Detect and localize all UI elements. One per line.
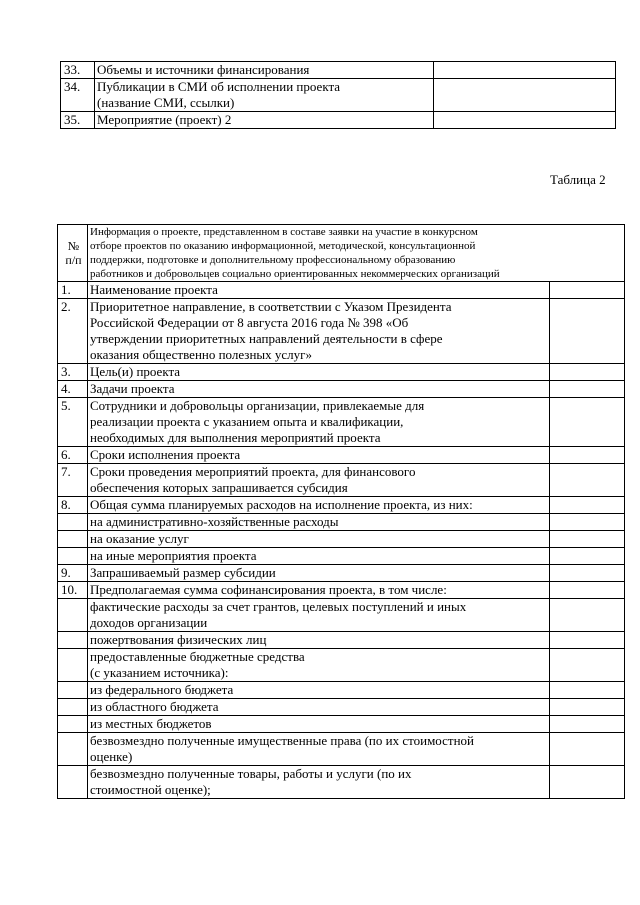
header-info-line: поддержки, подготовке и дополнительному профессиональному образованию bbox=[90, 254, 456, 266]
row-number-cell bbox=[58, 766, 88, 799]
table-caption: Таблица 2 bbox=[550, 172, 606, 187]
row-text-line: Мероприятие (проект) 2 bbox=[97, 112, 232, 127]
row-text-cell bbox=[88, 548, 550, 565]
row-value-cell[interactable] bbox=[550, 398, 625, 447]
header-info-line: работников и добровольцев социально ориентированных некоммерческих организаций bbox=[90, 268, 500, 280]
table-row bbox=[58, 649, 625, 682]
row-value-cell[interactable] bbox=[550, 497, 625, 514]
row-value-cell[interactable] bbox=[434, 79, 616, 112]
row-text-cell bbox=[95, 79, 434, 112]
row-text-line: Общая сумма планируемых расходов на исполнение проекта, из них: bbox=[90, 497, 473, 512]
row-text-line: Сроки проведения мероприятий проекта, для финансового bbox=[90, 464, 416, 479]
row-text-line: оказания общественно полезных услуг» bbox=[90, 347, 312, 362]
header-number-line: п/п bbox=[65, 253, 82, 267]
row-text-cell bbox=[88, 514, 550, 531]
row-number-cell: 4. bbox=[58, 381, 88, 398]
row-text-cell bbox=[88, 299, 550, 364]
table-row bbox=[58, 565, 625, 582]
row-text-cell bbox=[88, 497, 550, 514]
table-row bbox=[58, 582, 625, 599]
row-number-cell bbox=[58, 514, 88, 531]
row-number-cell: 35. bbox=[61, 112, 95, 129]
row-text-line: необходимых для выполнения мероприятий проекта bbox=[90, 430, 381, 445]
row-text-line: Предполагаемая сумма софинансирования проекта, в том числе: bbox=[90, 582, 447, 597]
row-text-line: безвозмездно полученные имущественные права (по их стоимостной bbox=[90, 733, 474, 748]
table-row bbox=[58, 447, 625, 464]
table-row bbox=[58, 632, 625, 649]
row-text-cell bbox=[88, 398, 550, 447]
row-number-cell: 9. bbox=[58, 565, 88, 582]
row-text-line: Наименование проекта bbox=[90, 282, 218, 297]
row-text-line: Приоритетное направление, в соответствии с Указом Президента bbox=[90, 299, 452, 314]
row-number-cell bbox=[58, 632, 88, 649]
row-value-cell[interactable] bbox=[550, 599, 625, 632]
row-value-cell[interactable] bbox=[550, 364, 625, 381]
row-text-cell bbox=[88, 364, 550, 381]
row-text-line: Сроки исполнения проекта bbox=[90, 447, 241, 462]
row-number-cell: 10. bbox=[58, 582, 88, 599]
row-number-cell: 6. bbox=[58, 447, 88, 464]
row-text-cell bbox=[95, 112, 434, 129]
table-row bbox=[58, 699, 625, 716]
row-text-line: на административно-хозяйственные расходы bbox=[90, 514, 339, 529]
row-value-cell[interactable] bbox=[550, 682, 625, 699]
row-text-line: (название СМИ, ссылки) bbox=[97, 95, 235, 110]
row-number-cell: 5. bbox=[58, 398, 88, 447]
row-number-cell bbox=[58, 699, 88, 716]
table-row bbox=[58, 282, 625, 299]
row-number-cell bbox=[58, 716, 88, 733]
row-number-cell: 8. bbox=[58, 497, 88, 514]
table-row bbox=[58, 398, 625, 447]
table-row bbox=[61, 79, 616, 112]
table-row bbox=[58, 381, 625, 398]
table-body bbox=[61, 62, 616, 129]
row-value-cell[interactable] bbox=[550, 699, 625, 716]
row-value-cell[interactable] bbox=[550, 548, 625, 565]
row-value-cell[interactable] bbox=[550, 565, 625, 582]
row-number-cell bbox=[58, 599, 88, 632]
row-text-line: из федерального бюджета bbox=[90, 682, 234, 697]
row-value-cell[interactable] bbox=[550, 464, 625, 497]
row-value-cell[interactable] bbox=[550, 282, 625, 299]
row-value-cell[interactable] bbox=[434, 112, 616, 129]
row-text-cell bbox=[88, 632, 550, 649]
row-number-cell: 33. bbox=[61, 62, 95, 79]
table-body bbox=[58, 282, 625, 799]
table-row bbox=[58, 514, 625, 531]
row-text-line: фактические расходы за счет грантов, целевых поступлений и иных bbox=[90, 599, 467, 614]
table-row bbox=[58, 464, 625, 497]
row-text-line: безвозмездно полученные товары, работы и услуги (по их bbox=[90, 766, 412, 781]
row-text-cell bbox=[88, 582, 550, 599]
row-text-cell bbox=[88, 682, 550, 699]
table-row bbox=[58, 766, 625, 799]
row-text-cell bbox=[88, 716, 550, 733]
table-row bbox=[58, 716, 625, 733]
funding-table-continued bbox=[60, 61, 616, 129]
row-number-cell: 2. bbox=[58, 299, 88, 364]
table-row bbox=[61, 112, 616, 129]
row-text-cell bbox=[88, 699, 550, 716]
row-number-cell: 7. bbox=[58, 464, 88, 497]
table-row bbox=[58, 682, 625, 699]
row-text-line: на иные мероприятия проекта bbox=[90, 548, 257, 563]
header-info-line: отборе проектов по оказанию информационной, методической, консультационной bbox=[90, 240, 476, 252]
table-row bbox=[58, 531, 625, 548]
row-value-cell[interactable] bbox=[550, 716, 625, 733]
row-text-line: Объемы и источники финансирования bbox=[97, 62, 310, 77]
row-value-cell[interactable] bbox=[550, 514, 625, 531]
row-text-line: пожертвования физических лиц bbox=[90, 632, 267, 647]
table-row bbox=[61, 62, 616, 79]
row-text-cell bbox=[88, 282, 550, 299]
row-text-line: утверждении приоритетных направлений деятельности в сфере bbox=[90, 331, 443, 346]
row-number-cell: 34. bbox=[61, 79, 95, 112]
row-number-cell bbox=[58, 531, 88, 548]
row-text-cell bbox=[88, 599, 550, 632]
row-text-line: обеспечения которых запрашивается субсидия bbox=[90, 480, 348, 495]
row-number-cell bbox=[58, 649, 88, 682]
row-value-cell[interactable] bbox=[550, 447, 625, 464]
row-number-cell: 1. bbox=[58, 282, 88, 299]
table-row bbox=[58, 364, 625, 381]
row-value-cell[interactable] bbox=[550, 649, 625, 682]
row-number-cell: 3. bbox=[58, 364, 88, 381]
row-value-cell[interactable] bbox=[550, 733, 625, 766]
table-row bbox=[58, 497, 625, 514]
row-value-cell[interactable] bbox=[550, 582, 625, 599]
row-value-cell[interactable] bbox=[550, 299, 625, 364]
row-value-cell[interactable] bbox=[550, 531, 625, 548]
row-text-line: на оказание услуг bbox=[90, 531, 189, 546]
table-row bbox=[58, 548, 625, 565]
row-text-line: Сотрудники и добровольцы организации, привлекаемые для bbox=[90, 398, 425, 413]
row-text-cell bbox=[88, 565, 550, 582]
row-value-cell[interactable] bbox=[550, 632, 625, 649]
row-text-line: (с указанием источника): bbox=[90, 665, 229, 680]
row-text-line: предоставленные бюджетные средства bbox=[90, 649, 305, 664]
row-text-line: Задачи проекта bbox=[90, 381, 175, 396]
row-value-cell[interactable] bbox=[550, 381, 625, 398]
row-text-line: оценке) bbox=[90, 749, 133, 764]
project-info-table bbox=[57, 224, 625, 799]
row-text-line: реализации проекта с указанием опыта и квалификации, bbox=[90, 414, 404, 429]
row-number-cell bbox=[58, 733, 88, 766]
header-info-line: Информация о проекте, представленном в составе заявки на участие в конкурсном bbox=[90, 226, 478, 238]
table-row bbox=[58, 599, 625, 632]
row-text-line: доходов организации bbox=[90, 615, 208, 630]
row-text-cell bbox=[88, 766, 550, 799]
table-row bbox=[58, 733, 625, 766]
row-number-cell bbox=[58, 682, 88, 699]
row-text-cell bbox=[88, 733, 550, 766]
row-text-cell bbox=[88, 649, 550, 682]
row-text-line: Цель(и) проекта bbox=[90, 364, 181, 379]
header-number-cell bbox=[58, 225, 88, 282]
row-text-cell bbox=[88, 464, 550, 497]
row-text-cell bbox=[95, 62, 434, 79]
header-info-cell bbox=[88, 225, 625, 282]
row-text-cell bbox=[88, 447, 550, 464]
row-text-line: Запрашиваемый размер субсидии bbox=[90, 565, 276, 580]
row-text-line: Публикации в СМИ об исполнении проекта bbox=[97, 79, 341, 94]
row-value-cell[interactable] bbox=[434, 62, 616, 79]
table-header-row bbox=[58, 225, 625, 282]
row-number-cell bbox=[58, 548, 88, 565]
row-text-line: из областного бюджета bbox=[90, 699, 219, 714]
row-text-cell bbox=[88, 381, 550, 398]
row-text-line: Российской Федерации от 8 августа 2016 года № 398 «Об bbox=[90, 315, 409, 330]
table-row bbox=[58, 299, 625, 364]
row-value-cell[interactable] bbox=[550, 766, 625, 799]
row-text-line: из местных бюджетов bbox=[90, 716, 212, 731]
row-text-cell bbox=[88, 531, 550, 548]
row-text-line: стоимостной оценке); bbox=[90, 782, 211, 797]
header-number-line: № bbox=[67, 239, 80, 253]
